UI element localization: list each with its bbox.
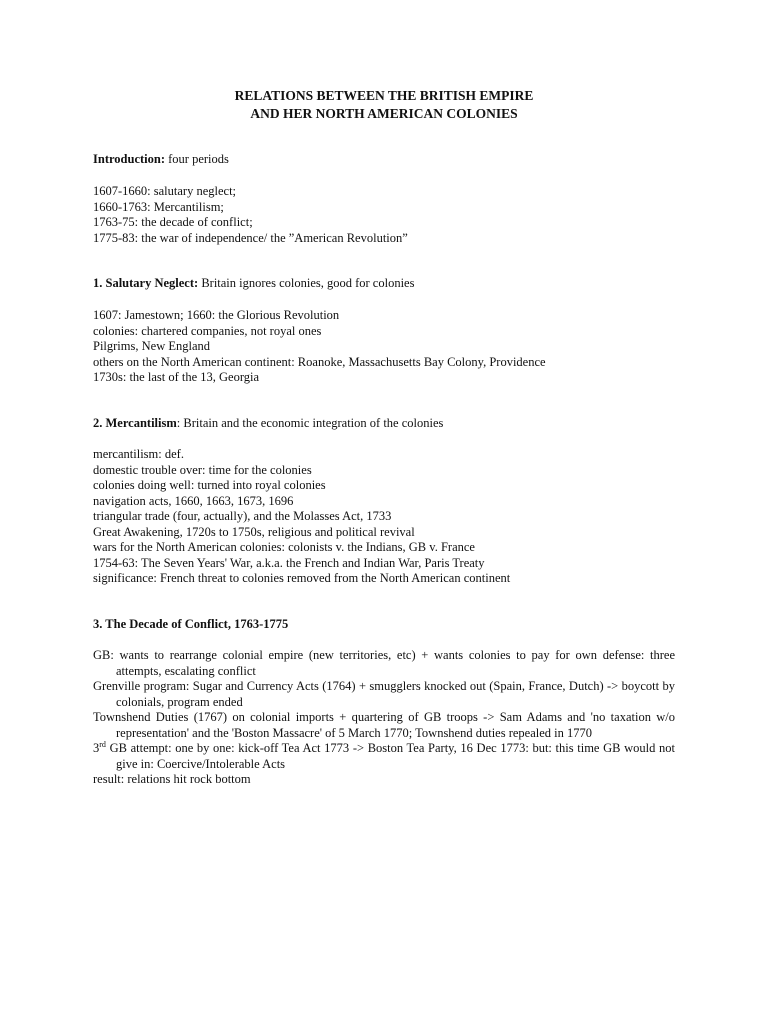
- list-item: navigation acts, 1660, 1663, 1673, 1696: [93, 493, 294, 508]
- list-item: triangular trade (four, actually), and the Molasses Act, 1733: [93, 509, 392, 523]
- ordinal-suffix: rd: [99, 740, 106, 749]
- result-line: result: relations hit rock bottom: [93, 772, 251, 786]
- list-item: Great Awakening, 1720s to 1750s, religious and political revival: [93, 524, 415, 539]
- section1-heading-rest: Britain ignores colonies, good for colonies: [198, 276, 415, 290]
- list-item: domestic trouble over: time for the colonies: [93, 462, 312, 477]
- section1-list: [93, 308, 675, 386]
- list-item: 1607: Jamestown; 1660: the Glorious Revolution: [93, 308, 340, 322]
- item-text: GB attempt: one by one: kick-off Tea Act 1773 -> Boston Tea Party, 16 Dec 1773: but: this time GB would not give in: Coercive/Intolerable Acts: [105, 741, 675, 771]
- intro-heading-rest: four periods: [165, 152, 229, 166]
- section2-heading-block: [93, 416, 675, 432]
- section3-heading-block: [93, 617, 675, 633]
- list-item: 1775-83: the war of independence/ the ”American Revolution”: [93, 230, 408, 245]
- section2-list: [93, 447, 675, 587]
- list-item: 1763-75: the decade of conflict;: [93, 215, 253, 229]
- list-item: 1730s: the last of the 13, Georgia: [93, 370, 260, 384]
- list-item: others on the North American continent: Roanoke, Massachusetts Bay Colony, Providence: [93, 354, 546, 369]
- section1-heading: 1. Salutary Neglect:: [93, 276, 199, 290]
- intro-section: [93, 152, 675, 168]
- title-line-1: RELATIONS BETWEEN THE BRITISH EMPIRE: [234, 88, 534, 103]
- list-item: wars for the North American colonies: colonists v. the Indians, GB v. France: [93, 540, 475, 554]
- list-item: Townshend Duties (1767) on colonial imports + quartering of GB troops -> Sam Adams and 'no taxation w/o representation' and the 'Boston Massacre' of 5 March 1770; Townshend duties repealed in 1770: [93, 710, 675, 740]
- section3-heading-line: [93, 617, 675, 633]
- list-item: 1607-1660: salutary neglect;: [93, 184, 237, 198]
- section2-heading: 2. Mercantilism: [93, 416, 177, 430]
- title-line-2: AND HER NORTH AMERICAN COLONIES: [250, 106, 518, 121]
- ordinal-number: 3: [93, 741, 100, 755]
- document-title: [0, 87, 768, 123]
- list-item: 1660-1763: Mercantilism;: [93, 199, 224, 214]
- section1-heading-line: [93, 276, 675, 292]
- section2-heading-line: [93, 416, 675, 432]
- section3-list: [93, 648, 675, 788]
- section1-heading-block: [93, 276, 675, 292]
- list-item: GB: wants to rearrange colonial empire (new territories, etc) + wants colonies to pay for own defense: three attempts, escalating conflict: [93, 648, 675, 678]
- section2-heading-rest: : Britain and the economic integration of the colonies: [176, 416, 444, 430]
- list-item: significance: French threat to colonies removed from the North American continent: [93, 571, 511, 585]
- list-item: Pilgrims, New England: [93, 339, 211, 353]
- list-item: colonies: chartered companies, not royal ones: [93, 323, 322, 338]
- section3-heading: 3. The Decade of Conflict, 1763-1775: [93, 617, 289, 631]
- intro-list: [93, 184, 675, 246]
- list-item: 1754-63: The Seven Years' War, a.k.a. the French and Indian War, Paris Treaty: [93, 555, 485, 570]
- list-item: Grenville program: Sugar and Currency Acts (1764) + smugglers knocked out (Spain, France, Dutch) -> boycott by colonials, program ended: [93, 679, 675, 709]
- intro-heading: Introduction:: [93, 152, 166, 166]
- intro-heading-line: [93, 152, 675, 168]
- list-item: [93, 741, 675, 772]
- list-item: colonies doing well: turned into royal colonies: [93, 478, 326, 492]
- list-item: mercantilism: def.: [93, 447, 184, 461]
